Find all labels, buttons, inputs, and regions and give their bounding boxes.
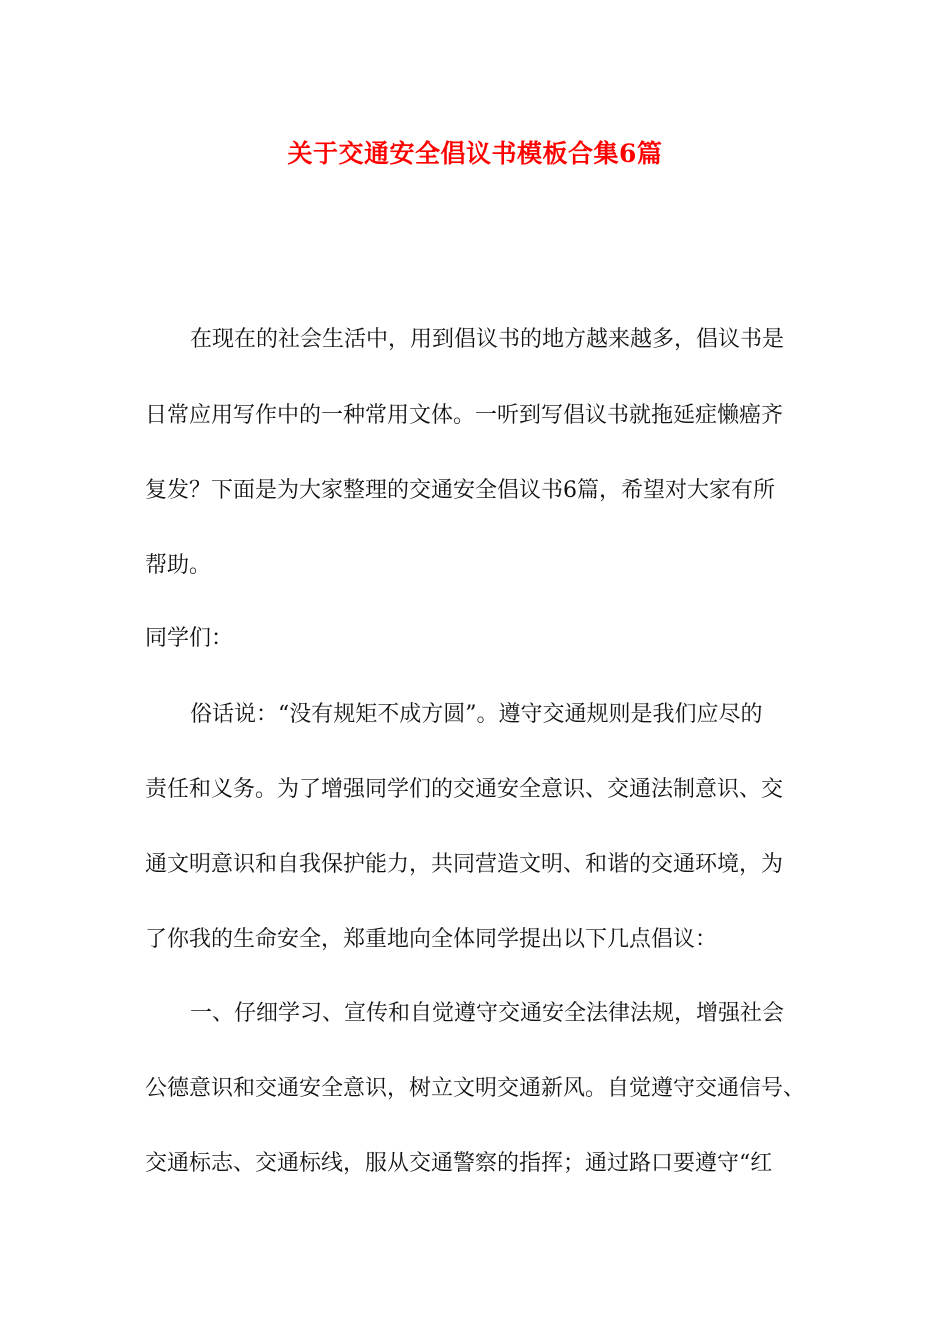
paragraph-body-line-3: 通文明意识和自我保护能力，共同营造文明、和谐的交通环境，为 [145, 852, 784, 877]
paragraph-point-one-line-1: 一、仔细学习、宣传和自觉遵守交通安全法律法规，增强社会 [190, 1001, 785, 1026]
salutation: 同学们： [145, 626, 234, 651]
paragraph-intro-line-2: 日常应用写作中的一种常用文体。一听到写倡议书就拖延症懒癌齐 [145, 403, 784, 428]
document-title: 关于交通安全倡议书模板合集6篇 [287, 139, 663, 168]
paragraph-intro-line-4: 帮助。 [145, 553, 212, 578]
paragraph-body-line-4: 了你我的生命安全，郑重地向全体同学提出以下几点倡议： [145, 927, 718, 952]
paragraph-body-line-2: 责任和义务。为了增强同学们的交通安全意识、交通法制意识、交 [145, 777, 784, 802]
paragraph-intro-line-1: 在现在的社会生活中，用到倡议书的地方越来越多，倡议书是 [190, 327, 785, 352]
paragraph-intro-line-3: 复发？下面是为大家整理的交通安全倡议书6篇，希望对大家有所 [145, 478, 775, 503]
paragraph-point-one-line-2: 公德意识和交通安全意识，树立文明交通新风。自觉遵守交通信号、 [145, 1076, 806, 1101]
paragraph-point-one-line-3: 交通标志、交通标线，服从交通警察的指挥；通过路口要遵守“红 [145, 1151, 773, 1176]
paragraph-body-line-1: 俗话说：“没有规矩不成方圆”。遵守交通规则是我们应尽的 [190, 702, 763, 727]
